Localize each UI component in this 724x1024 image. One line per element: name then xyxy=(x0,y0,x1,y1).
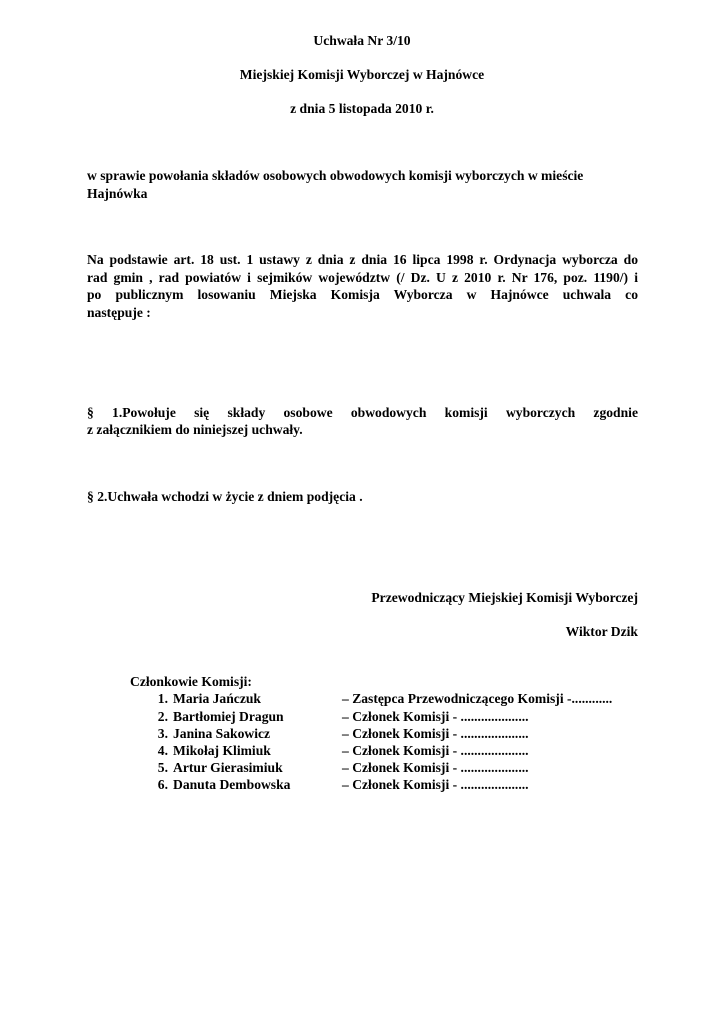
member-role: – Członek Komisji - .................... xyxy=(342,743,529,758)
member-name: Maria Jańczuk xyxy=(173,691,261,706)
resolution-issuer: Miejskiej Komisji Wyborczej w Hajnówce xyxy=(239,67,485,82)
paragraph-1-line-2: z załącznikiem do niniejszej uchwały. xyxy=(87,422,303,437)
resolution-title: Uchwała Nr 3/10 xyxy=(313,33,411,48)
signature-name: Wiktor Dzik xyxy=(565,624,638,639)
member-name: Artur Gierasimiuk xyxy=(173,760,283,775)
signature-title: Przewodniczący Miejskiej Komisji Wyborczej xyxy=(371,590,638,605)
paragraph-2: § 2.Uchwała wchodzi w życie z dniem podjęcia . xyxy=(87,489,363,504)
member-name: Danuta Dembowska xyxy=(173,777,291,792)
list-item xyxy=(0,776,724,794)
member-name: Janina Sakowicz xyxy=(173,726,271,741)
member-number: 6. xyxy=(157,777,168,792)
member-role: – Członek Komisji - .................... xyxy=(342,726,529,741)
member-role: – Członek Komisji - .................... xyxy=(342,760,529,775)
preamble-line-2: rad gmin , rad powiatów i sejmików województw (/ Dz. U z 2010 r. Nr 176, poz. 1190/) i xyxy=(87,270,638,285)
member-number: 2. xyxy=(157,709,168,724)
member-number: 1. xyxy=(157,691,168,706)
preamble-line-3: po publicznym losowaniu Miejska Komisja Wyborcza w Hajnówce uchwala co xyxy=(87,287,638,302)
list-item xyxy=(0,759,724,777)
member-role: – Członek Komisji - .................... xyxy=(342,777,529,792)
preamble-line-4: następuje : xyxy=(87,305,151,320)
member-number: 3. xyxy=(157,726,168,741)
member-number: 5. xyxy=(157,760,168,775)
member-number: 4. xyxy=(157,743,168,758)
preamble-line-1: Na podstawie art. 18 ust. 1 ustawy z dnia z dnia 16 lipca 1998 r. Ordynacja wyborcza do xyxy=(87,252,638,267)
paragraph-1-line-1: § 1.Powołuje się składy osobowe obwodowych komisji wyborczych zgodnie xyxy=(87,405,638,420)
resolution-date: z dnia 5 listopada 2010 r. xyxy=(290,101,434,116)
list-item xyxy=(0,708,724,726)
subject-line-1: w sprawie powołania składów osobowych obwodowych komisji wyborczych w mieście xyxy=(87,168,584,183)
members-heading: Członkowie Komisji: xyxy=(130,674,252,689)
member-name: Bartłomiej Dragun xyxy=(173,709,284,724)
member-name: Mikołaj Klimiuk xyxy=(173,743,271,758)
list-item xyxy=(0,725,724,743)
list-item xyxy=(0,742,724,760)
list-item xyxy=(0,690,724,708)
subject-line-2: Hajnówka xyxy=(87,186,148,201)
member-role: – Zastępca Przewodniczącego Komisji -............ xyxy=(342,691,613,706)
member-role: – Członek Komisji - .................... xyxy=(342,709,529,724)
